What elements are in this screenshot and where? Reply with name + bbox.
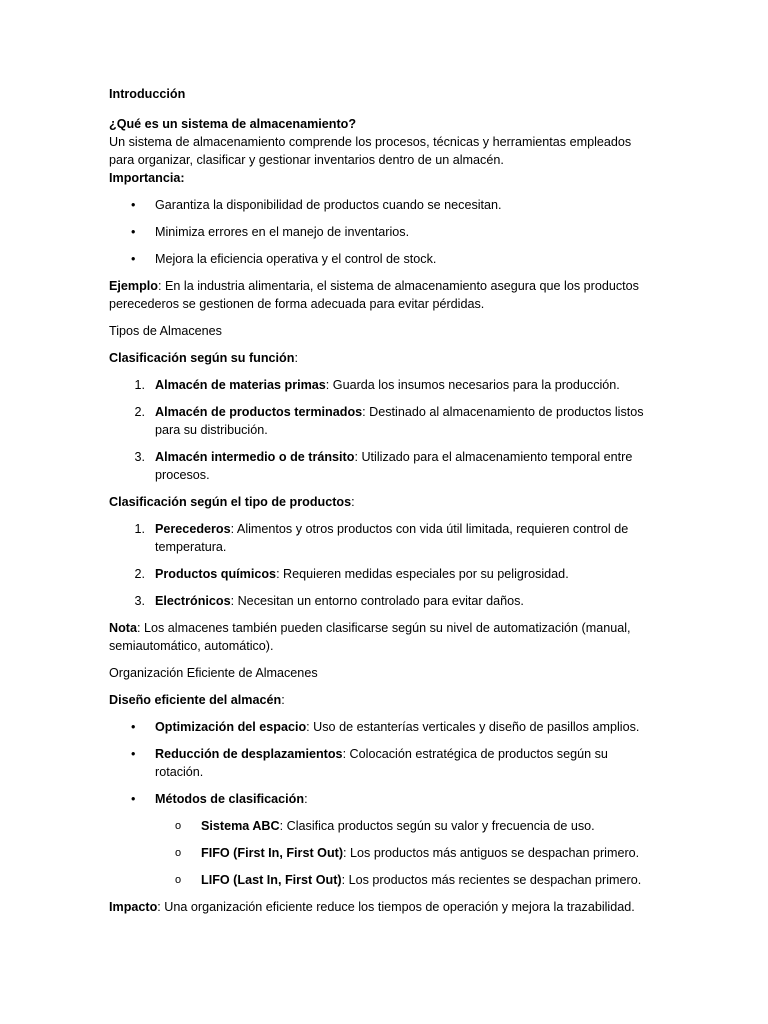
list-item [109,790,654,808]
list-item-term: Métodos de clasificación [155,792,305,806]
list-item-text: : Destinado al almacenamiento de productos listos para su distribución. [155,405,644,437]
section-title-types: Tipos de Almacenes [109,324,222,338]
importance-label: Importancia: [109,171,185,185]
list-item [109,223,654,241]
list-item-text: : Los productos más recientes se despachan primero. [341,873,642,887]
note-label: Nota [109,621,137,635]
list-item-text: Mejora la eficiencia operativa y el control de stock. [155,252,437,266]
example-label: Ejemplo [109,279,158,293]
design-heading: Diseño eficiente del almacén: [109,693,285,707]
list-item [109,718,654,736]
list-item-term: FIFO (First In, First Out) [201,846,344,860]
list-number: 2. [134,567,145,581]
list-item-term: Productos químicos [155,567,277,581]
list-item [109,403,654,439]
list-item-term: Perecederos [155,522,231,536]
bullet-icon: • [131,720,136,734]
list-item [109,448,654,484]
bullet-icon: • [131,747,136,761]
question-heading: ¿Qué es un sistema de almacenamiento? [109,117,357,131]
section-title-organization: Organización Eficiente de Almacenes [109,666,318,680]
list-number: 2. [134,405,145,419]
list-item-text: : Los productos más antiguos se despachan primero. [343,846,640,860]
bullet-icon: • [131,792,136,806]
list-item [109,196,654,214]
circle-bullet-icon: o [175,820,182,832]
list-item [109,250,654,268]
list-item [109,520,654,556]
bullet-icon: • [131,198,136,212]
list-item-text: : Guarda los insumos necesarios para la producción. [325,378,620,392]
impact-label: Impacto [109,900,158,914]
list-item-text: : Colocación estratégica de productos según su rotación. [155,747,608,779]
list-item [109,565,654,583]
design-label: Diseño eficiente del almacén [109,693,282,707]
list-item-term: Optimización del espacio [155,720,307,734]
list-number: 1. [134,378,145,392]
list-item [109,745,654,781]
list-item-term: Almacén intermedio o de tránsito [155,450,355,464]
list-number: 1. [134,522,145,536]
list-item-text: Garantiza la disponibilidad de productos cuando se necesitan. [155,198,502,212]
note-text: : Los almacenes también pueden clasificarse según su nivel de automatización (manual, semiautomático, automático). [109,621,631,653]
circle-bullet-icon: o [175,874,182,886]
bullet-icon: • [131,225,136,239]
by-product-label: Clasificación según el tipo de productos [109,495,352,509]
list-item-text: : [304,792,308,806]
impact-text: : Una organización eficiente reduce los tiempos de operación y mejora la trazabilidad. [157,900,635,914]
list-item-text: : Alimentos y otros productos con vida útil limitada, requieren control de temperatura. [155,522,629,554]
list-item-text: Minimiza errores en el manejo de inventarios. [155,225,410,239]
list-number: 3. [134,450,145,464]
sub-list-item [109,871,654,889]
list-item-term: Electrónicos [155,594,231,608]
definition-paragraph: Un sistema de almacenamiento comprende los procesos, técnicas y herramientas empleados para organizar, clasificar y gestionar inventarios dentro de un almacén. [109,135,632,167]
bullet-icon: • [131,252,136,266]
note-paragraph [109,619,654,655]
example-text: : En la industria alimentaria, el sistema de almacenamiento asegura que los productos perecederos se gestionen de forma adecuada para evitar pérdidas. [109,279,639,311]
list-item-term: Almacén de productos terminados [155,405,363,419]
list-item-text: : Utilizado para el almacenamiento temporal entre procesos. [155,450,633,482]
by-product-heading: Clasificación según el tipo de productos: [109,495,355,509]
sub-list-item [109,844,654,862]
list-item-term: Reducción de desplazamientos [155,747,343,761]
list-item-text: : Necesitan un entorno controlado para evitar daños. [230,594,524,608]
list-item-text: : Clasifica productos según su valor y frecuencia de uso. [279,819,595,833]
list-item-term: Sistema ABC [201,819,280,833]
list-item-term: Almacén de materias primas [155,378,326,392]
impact-paragraph [109,898,654,916]
example-paragraph [109,277,654,313]
section-title-introduction: Introducción [109,87,186,101]
by-function-label: Clasificación según su función [109,351,295,365]
list-item [109,376,654,394]
list-item-text: : Requieren medidas especiales por su peligrosidad. [276,567,569,581]
circle-bullet-icon: o [175,847,182,859]
sub-list-item [109,817,654,835]
list-item-text: : Uso de estanterías verticales y diseño de pasillos amplios. [306,720,640,734]
document-body [109,85,654,916]
list-item-term: LIFO (Last In, First Out) [201,873,342,887]
list-item [109,592,654,610]
list-number: 3. [134,594,145,608]
by-function-heading: Clasificación según su función: [109,351,298,365]
